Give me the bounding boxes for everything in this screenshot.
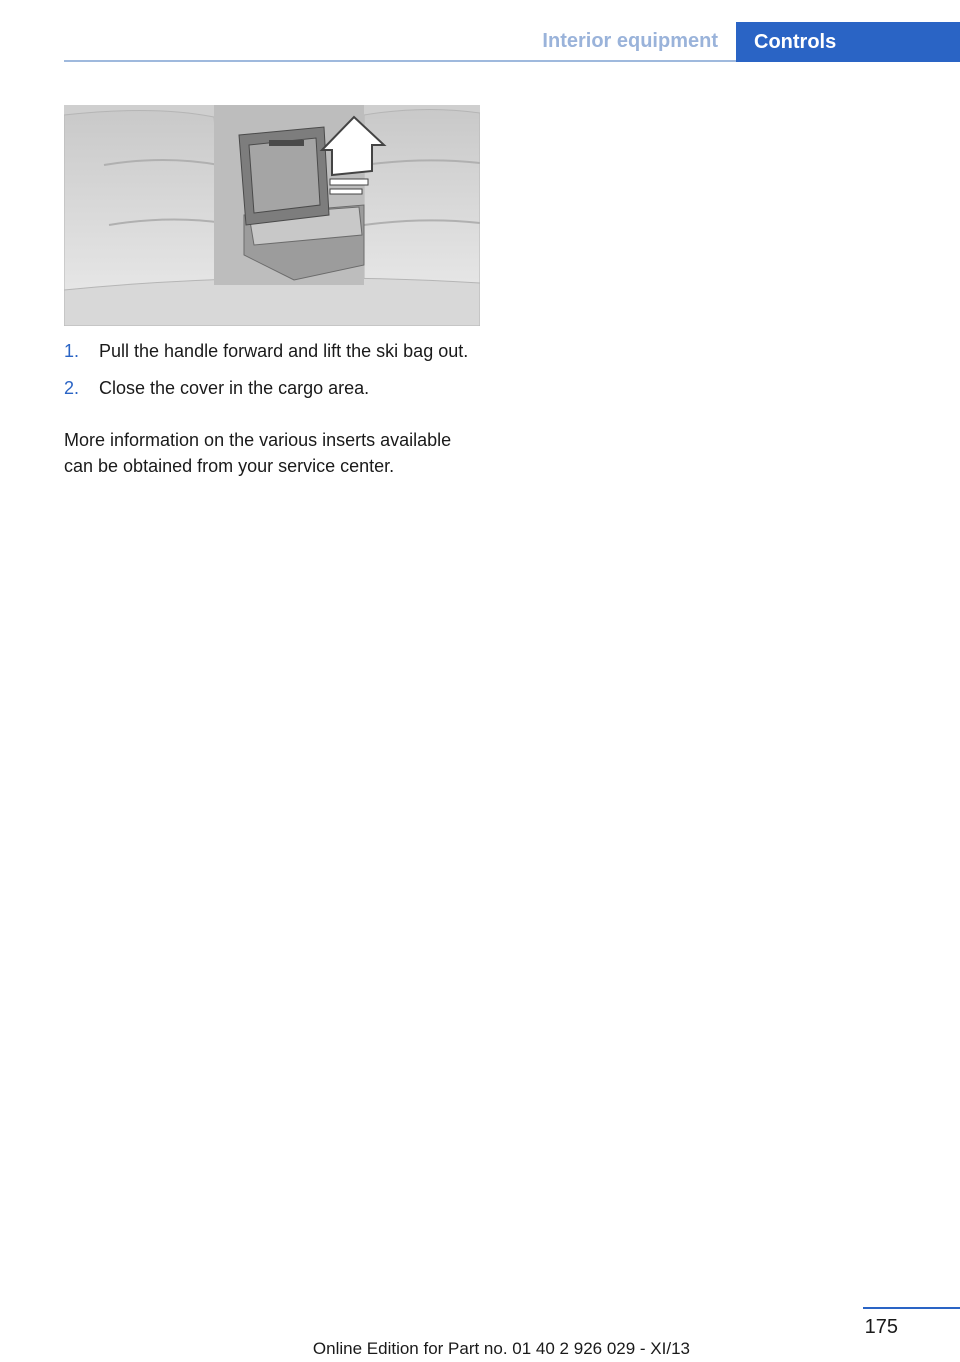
step-number: 1. bbox=[64, 341, 80, 361]
instruction-steps bbox=[64, 338, 480, 412]
page-number: 175 bbox=[864, 1316, 898, 1338]
step-text: Pull the handle forward and lift the ski bag out. bbox=[99, 341, 469, 361]
footer-rule bbox=[863, 1307, 960, 1309]
step-number: 2. bbox=[64, 378, 80, 398]
info-paragraph: More information on the various inserts available can be obtained from your service center. bbox=[64, 430, 452, 476]
chapter-tab: Controls bbox=[736, 22, 960, 62]
ski-bag-illustration bbox=[64, 105, 480, 326]
section-title: Interior equipment bbox=[542, 30, 718, 52]
step-text: Close the cover in the cargo area. bbox=[99, 378, 370, 398]
step-item bbox=[64, 375, 480, 401]
step-item bbox=[64, 338, 480, 364]
edition-note: Online Edition for Part no. 01 40 2 926 029 - XI/13 bbox=[312, 1339, 690, 1358]
